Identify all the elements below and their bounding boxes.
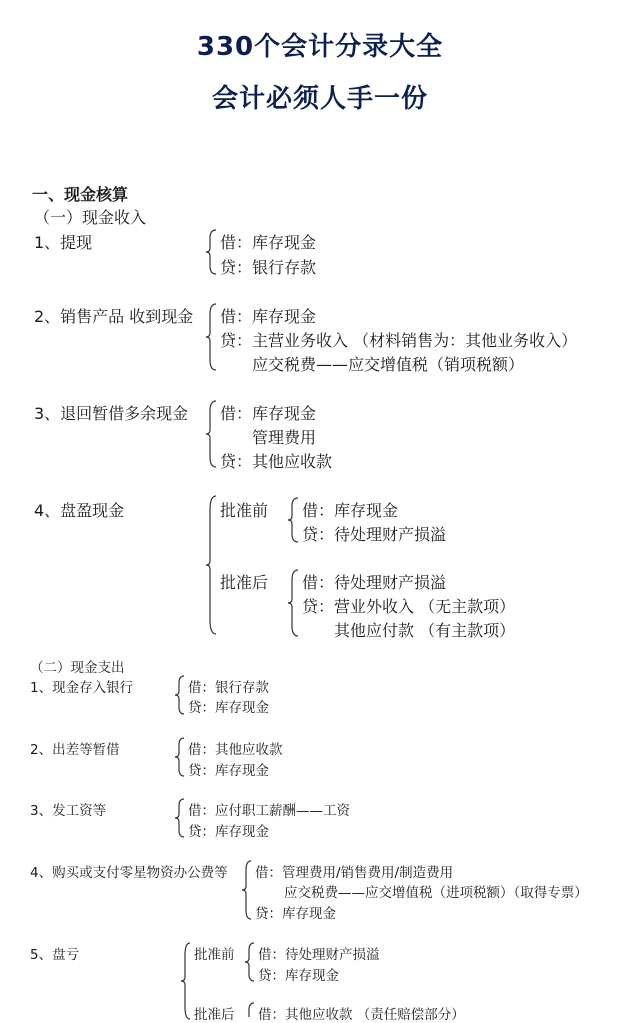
entry-line: 借：管理费用/销售费用/制造费用 xyxy=(255,865,454,881)
after-approval-label: 批准后 xyxy=(194,1007,235,1023)
brace-icon xyxy=(174,736,186,778)
item-label: 5、盘亏 xyxy=(30,947,80,963)
entry-line: 管理费用 xyxy=(252,428,317,447)
after-approval-label: 批准后 xyxy=(220,573,269,592)
item-label: 2、销售产品 收到现金 xyxy=(34,307,194,326)
item-label: 3、退回暂借多余现金 xyxy=(34,404,189,423)
page-subtitle: 会计必须人手一份 xyxy=(211,84,428,114)
brace-icon xyxy=(204,302,218,372)
item-label: 2、出差等暂借 xyxy=(30,742,120,758)
subsection-heading-income: （一）现金收入 xyxy=(34,208,147,227)
entry-line: 贷：库存现金 xyxy=(188,700,269,716)
entry-line: 其他应付款 （有主款项） xyxy=(334,621,516,640)
entry-line: 应交税费——应交增值税（进项税额）（取得专票） xyxy=(284,885,588,901)
entry-line: 借：待处理财产损溢 xyxy=(258,947,380,963)
entry-line: 贷：库存现金 xyxy=(255,906,336,922)
entry-line: 借：库存现金 xyxy=(220,404,317,423)
entry-line: 贷：营业外收入 （无主款项） xyxy=(302,597,516,616)
brace-icon xyxy=(174,674,186,716)
brace-icon xyxy=(244,1001,256,1017)
before-approval-label: 批准前 xyxy=(220,501,269,520)
entry-line: 借：其他应收款 xyxy=(188,742,283,758)
brace-icon xyxy=(286,496,300,544)
brace-icon xyxy=(244,941,256,983)
entry-line: 贷：库存现金 xyxy=(188,824,269,840)
entry-line: 贷：库存现金 xyxy=(188,763,269,779)
page-title: 330个会计分录大全 xyxy=(196,32,444,62)
brace-icon xyxy=(204,228,218,276)
item-label: 4、盘盈现金 xyxy=(34,501,125,520)
entry-line: 贷：待处理财产损溢 xyxy=(302,525,447,544)
before-approval-label: 批准前 xyxy=(194,947,235,963)
entry-line: 借：库存现金 xyxy=(220,307,317,326)
entry-line: 应交税费——应交增值税（销项税额） xyxy=(252,355,525,374)
brace-icon xyxy=(286,568,300,638)
brace-icon xyxy=(204,494,218,636)
item-label: 3、发工资等 xyxy=(30,803,107,819)
entry-line: 借：其他应收款 （责任赔偿部分） xyxy=(258,1007,465,1023)
section-heading: 一、现金核算 xyxy=(32,185,129,204)
entry-line: 借：银行存款 xyxy=(188,680,269,696)
item-label: 1、现金存入银行 xyxy=(30,680,134,696)
entry-line: 贷：库存现金 xyxy=(258,968,339,984)
entry-line: 借：库存现金 xyxy=(302,501,399,520)
entry-line: 贷：银行存款 xyxy=(220,258,317,277)
entry-line: 借：库存现金 xyxy=(220,233,317,252)
brace-icon xyxy=(180,941,192,1021)
brace-icon xyxy=(204,399,218,469)
entry-line: 贷：其他应收款 xyxy=(220,452,333,471)
entry-line: 贷：主营业务收入 （材料销售为：其他业务收入） xyxy=(220,331,578,350)
entry-line: 借：待处理财产损溢 xyxy=(302,573,447,592)
entry-line: 借：应付职工薪酬——工资 xyxy=(188,803,350,819)
subsection-heading-expense: （二）现金支出 xyxy=(30,660,125,676)
brace-icon xyxy=(174,797,186,839)
item-label: 4、购买或支付零星物资办公费等 xyxy=(30,865,228,881)
item-label: 1、提现 xyxy=(34,233,93,252)
brace-icon xyxy=(241,859,253,921)
